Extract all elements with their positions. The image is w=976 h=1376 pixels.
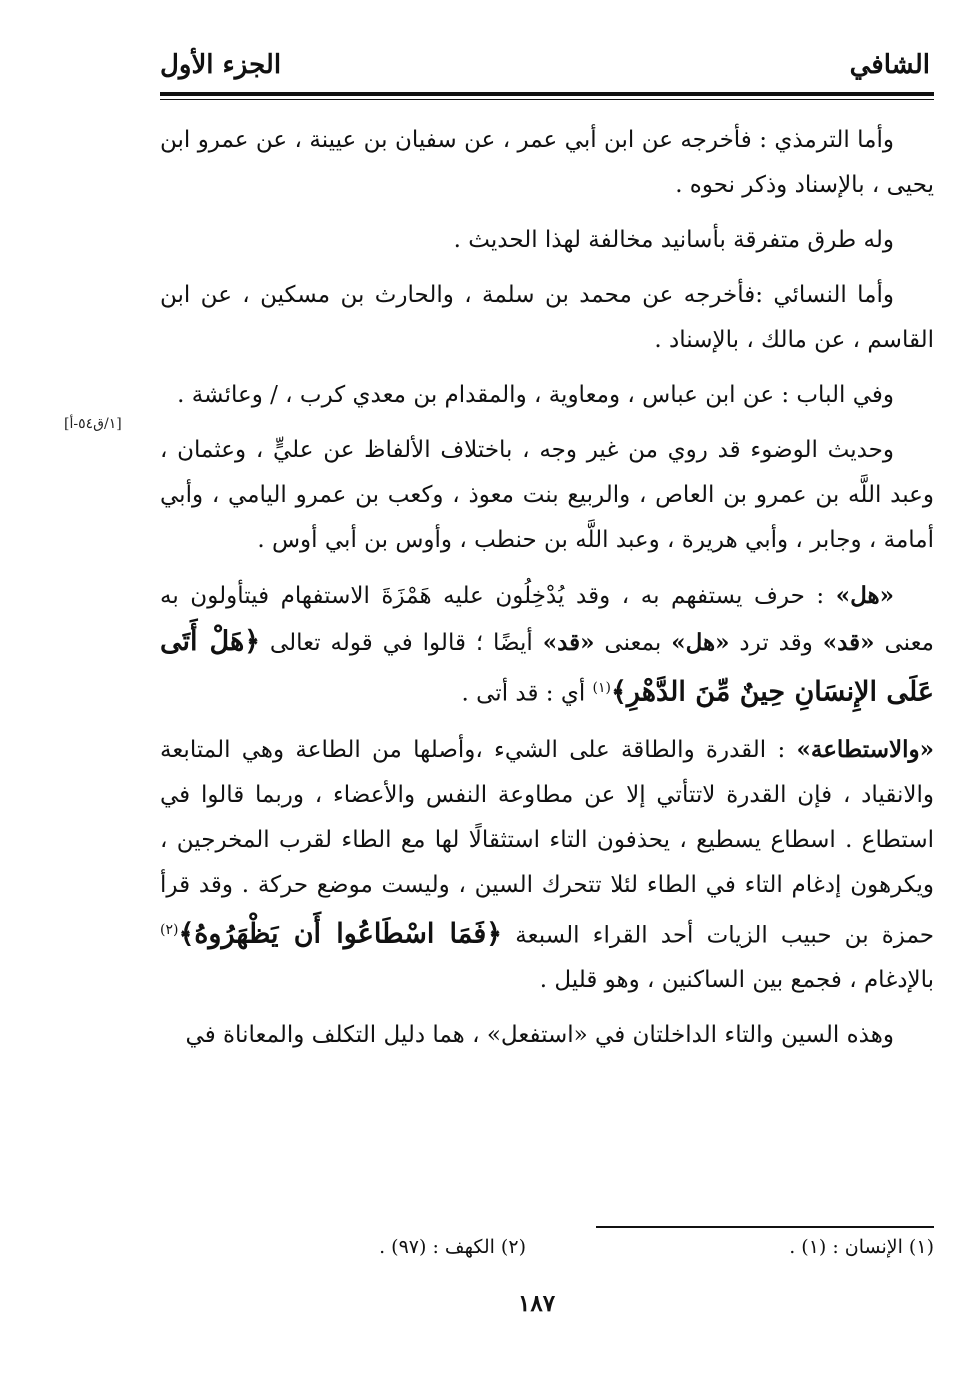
paragraph-istitaa: [160, 727, 934, 1004]
footnote-ref: (١): [592, 680, 612, 696]
running-header-title: الشافي: [849, 50, 930, 80]
manuscript-folio-note: [١/ق٥٤-أ]: [64, 416, 122, 432]
term-istitaa: «والاستطاعة»: [796, 735, 934, 763]
quran-verse: ﴿هَلْ أَتَى عَلَى الإِنسَانِ حِينٌ مِّنَ الدَّهْرِ﴾: [160, 626, 934, 708]
term-qad: «قد»: [542, 629, 595, 656]
running-header-volume: الجزء الأول: [160, 50, 282, 80]
text-segment: بالإدغام ، فجمع بين الساكنين ، وهو قليل .: [539, 967, 934, 994]
text-segment: : حرف يستفهم به ، وقد يُدْخِلُون عليه هَمْزَةَ الاستفهام فيتأولون به معنى: [160, 583, 934, 656]
header-rule-thick: [160, 92, 934, 96]
footnote-2: (٢) الكهف : (٩٧) .: [379, 1236, 526, 1258]
term-hal: «هل»: [671, 629, 730, 656]
text-segment: وقد ترد: [729, 630, 823, 656]
paragraph-nasai: وأما النسائي :فأخرجه عن محمد بن سلمة ، والحارث بن مسكين ، عن ابن القاسم ، عن مالك ، بالإسناد .: [160, 282, 934, 353]
main-text: [160, 118, 934, 1068]
paragraph-hal: [160, 573, 934, 717]
paragraph-sin-ta: وهذه السين والتاء الداخلتان في «استفعل» ، هما دليل التكلف والمعاناة في: [185, 1022, 894, 1049]
page-number: ١٨٧: [518, 1290, 556, 1317]
paragraph-turuq: وله طرق متفرقة بأسانيد مخالفة لهذا الحديث .: [453, 227, 894, 253]
text-segment: أيضًا ؛ قالوا في قوله تعالى: [260, 630, 543, 656]
paragraph-hadith-wudu: وحديث الوضوء قد روي من غير وجه ، باختلاف الألفاظ عن عليٍّ ، وعثمان ، وعبد اللَّه بن عمرو بن العاص ، والربيع بنت معوذ ، وكعب بن عمرو اليامي ، وأبي أمامة ، وجابر ، وأبي هريرة ، وعبد اللَّه بن حنطب ، وأوس بن أبي أوس .: [160, 437, 934, 553]
quran-verse: ﴿فَمَا اسْطَاعُوا أَن يَظْهَرُوهُ﴾: [178, 918, 503, 950]
footnote-separator: [596, 1226, 934, 1228]
text-segment: بمعنى: [594, 630, 672, 656]
paragraph-fil-bab: وفي الباب : عن ابن عباس ، ومعاوية ، والمقدام بن معدي كرب ، / وعائشة .: [177, 382, 894, 408]
paragraph-tirmidhi: وأما الترمذي : فأخرجه عن ابن أبي عمر ، عن سفيان بن عيينة ، عن عمرو ابن يحيى ، بالإسناد وذكر نحوه .: [160, 127, 934, 198]
header-rule-thin: [160, 99, 934, 100]
term-qad: «قد»: [822, 629, 875, 656]
footnote-ref: (٢): [160, 921, 179, 938]
footnote-1: (١) الإنسان : (١) .: [789, 1236, 934, 1258]
text-segment: أي : قد أتى .: [461, 680, 593, 707]
text-segment: : القدرة والطاقة على الشيء ،وأصلها من الطاعة وهي المتابعة والانقياد ، فإن القدرة لاتتأتي إلا عن مطاوعة النفس والأعضاء ، وربما قالوا في استطاع . اسطاع يسطيع ، يحذفون التاء استثقالًا لها مع الطاء لقرب المخرجين ، ويكرهون إدغام التاء في الطاء لئلا تتحرك السين ، وليست موضع حركة . وقد قرأ حمزة بن حبيب الزيات أحد القراء السبعة: [160, 736, 934, 949]
term-hal: «هل»: [835, 582, 894, 609]
